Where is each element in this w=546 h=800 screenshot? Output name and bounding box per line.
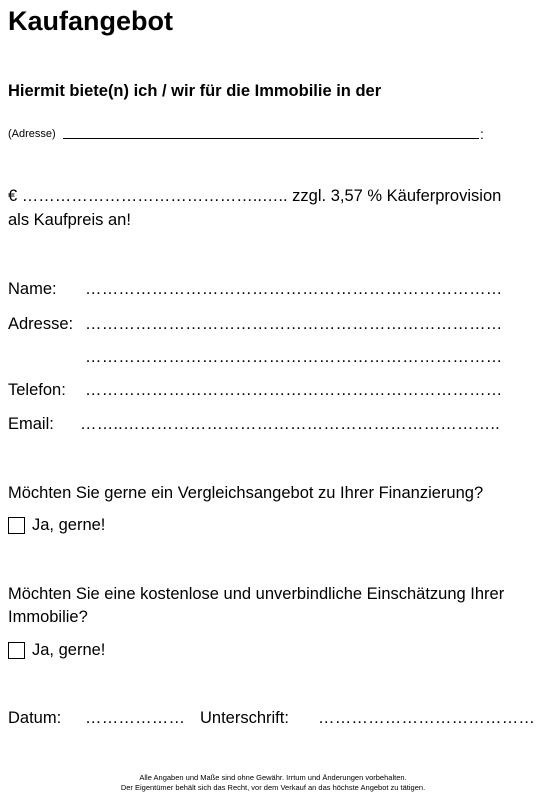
email-field[interactable]: ……..………………………………………………………….. (80, 415, 500, 433)
intro-text: Hiermit biete(n) ich / wir für die Immobilie in der (8, 82, 382, 100)
financing-checkbox[interactable] (8, 517, 25, 534)
valuation-answer-label: Ja, gerne! (32, 641, 106, 659)
valuation-checkbox[interactable] (8, 642, 25, 659)
signature-field[interactable]: ………………………………… (318, 709, 536, 727)
financing-answer-label: Ja, gerne! (32, 516, 106, 534)
email-label: Email: (8, 415, 54, 433)
adresse-field-2[interactable]: ………………………………………………………………… (85, 348, 503, 366)
date-label: Datum: (8, 709, 62, 727)
name-field[interactable]: ………………………………………………………………… (85, 280, 503, 298)
address-label: (Adresse) (8, 128, 56, 140)
telefon-field[interactable]: ………………………………………………………………… (85, 381, 503, 399)
price-offer-suffix: als Kaufpreis an! (8, 211, 131, 229)
signature-label: Unterschrift: (200, 709, 289, 727)
date-field[interactable]: ……………… (85, 709, 186, 727)
address-colon: : (480, 126, 484, 142)
address-input-line[interactable] (63, 138, 479, 139)
valuation-question-line2: Immobilie? (8, 608, 88, 626)
footer-disclaimer: Alle Angaben und Maße sind ohne Gewähr. Irrtum und Änderungen vorbehalten. (139, 773, 407, 782)
adresse-field[interactable]: ………………………………………………………………… (85, 315, 503, 333)
financing-question: Möchten Sie gerne ein Vergleichsangebot zu Ihrer Finanzierung? (8, 484, 484, 502)
valuation-option[interactable] (8, 641, 105, 660)
footer-rights: Der Eigentümer behält sich das Recht, vor dem Verkauf an das höchste Angebot zu tätigen. (120, 783, 426, 792)
valuation-question-line1: Möchten Sie eine kostenlose und unverbindliche Einschätzung Ihrer (8, 585, 505, 603)
document-title: Kaufangebot (8, 6, 173, 36)
financing-option[interactable] (8, 516, 105, 535)
telefon-label: Telefon: (8, 381, 66, 399)
adresse-label: Adresse: (8, 315, 74, 333)
name-label: Name: (8, 280, 57, 298)
price-offer-line[interactable]: € ……………………………………..….. zzgl. 3,57 % Käuferprovision (8, 187, 502, 205)
